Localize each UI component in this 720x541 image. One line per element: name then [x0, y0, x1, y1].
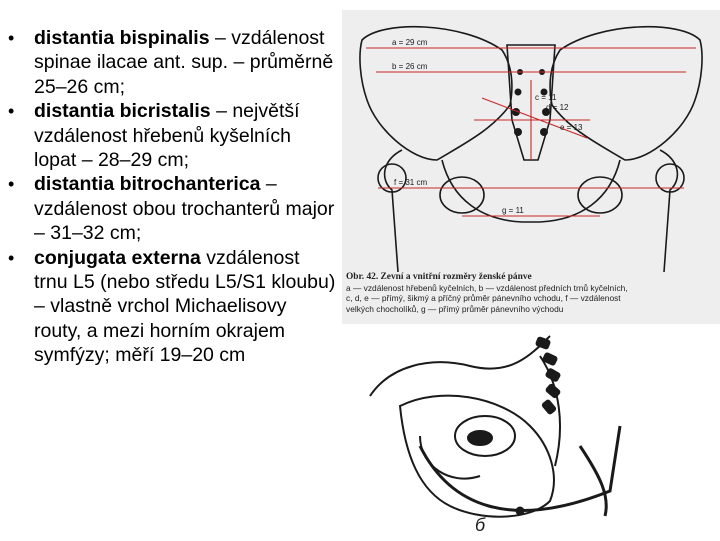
pelvimeter-tool [420, 426, 620, 516]
bullet-bicristalis [8, 99, 338, 172]
caption-line-2: c, d, e — přímý, šikmý a příčný průměr pánevního vchodu, f — vzdálenost [346, 293, 621, 303]
label-e: e = 13 [560, 123, 583, 132]
bullet-bitrochanterica [8, 172, 338, 245]
desc-bispinalis: – vzdálenost spinae ilacae ant. sup. – průměrně 25–26 cm; [34, 27, 334, 98]
pelvimeter-drawing [360, 326, 660, 536]
desc-bitrochanterica: – vzdálenost obou trochanterů major – 31–32 cm; [34, 173, 335, 245]
label-a: a = 29 cm [392, 38, 428, 47]
figure-caption [342, 272, 720, 324]
label-g: g = 11 [502, 206, 524, 215]
label-c: c = 11 [535, 93, 557, 102]
pelvis-drawing [342, 10, 720, 272]
term-bispinalis: distantia bispinalis [34, 27, 210, 49]
label-d: d = 12 [546, 103, 569, 112]
pelvis-figure [342, 10, 720, 272]
term-conjugata: conjugata externa [34, 246, 201, 269]
figure-letter: б [475, 515, 486, 535]
term-bicristalis: distantia bicristalis [34, 100, 211, 123]
bullet-list [8, 26, 338, 368]
desc-bicristalis: – největší vzdálenost hřebenů kyšelních lopat – 28–29 cm; [34, 100, 300, 172]
label-b: b = 26 cm [392, 62, 428, 71]
caption-head: Obr. 42. Zevní a vnitřní rozměry ženské pánve [346, 272, 532, 282]
desc-conjugata: vzdálenost trnu L5 (nebo středu L5/S1 kloubu) – vlastně vrchol Michaelisovy routy, a mezi horním okrajem symfýzy; měří 19–20 cm [34, 246, 336, 367]
body-outline [370, 336, 560, 517]
measure-lines [366, 48, 696, 216]
pelvimeter-figure [360, 326, 660, 536]
caption-line-3: velkých chocholíků, g — přímý průměr pánevního východu [346, 303, 564, 314]
caption-line-1: a — vzdálenost hřebenů kyčelních, b — vzdálenost předních trnů kyčelních, [346, 282, 628, 293]
bullet-conjugata [8, 246, 338, 368]
bullet-bispinalis [8, 26, 338, 99]
term-bitrochanterica: distantia bitrochanterica [34, 173, 261, 196]
label-f: f = 31 cm [394, 178, 428, 187]
